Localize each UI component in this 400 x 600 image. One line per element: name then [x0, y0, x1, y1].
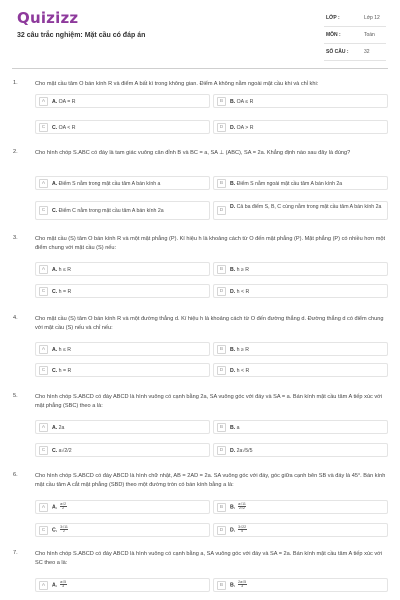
question-number: 5.	[13, 393, 18, 399]
option-letter: C	[39, 526, 48, 535]
question-number: 3.	[13, 235, 18, 241]
option-letter: B	[217, 503, 226, 512]
option-text: OA > R	[236, 124, 254, 131]
header-divider	[12, 68, 388, 69]
option-letter: B	[217, 581, 226, 590]
option-letter: C	[39, 206, 48, 215]
option-d[interactable]	[213, 284, 388, 298]
option-letter: D	[217, 206, 226, 215]
option-b[interactable]	[213, 500, 388, 514]
option-text: a√2/2	[58, 447, 72, 454]
option-d[interactable]	[213, 443, 388, 457]
option-key: A.	[52, 346, 58, 353]
option-d[interactable]	[213, 120, 388, 134]
meta-value: 32	[364, 49, 370, 55]
option-letter: C	[39, 123, 48, 132]
option-letter: D	[217, 366, 226, 375]
option-text: h < R	[236, 367, 250, 374]
option-a[interactable]	[35, 420, 210, 434]
option-key: D.	[230, 367, 236, 374]
meta-question-count	[324, 44, 386, 61]
option-text: h < R	[236, 288, 250, 295]
fraction-denominator: 2√2	[239, 506, 245, 511]
question-number: 4.	[13, 315, 18, 321]
question-text: Cho hình chóp S.ABC có đáy là tam giác vuông cân đỉnh B và BC = a, SA ⊥ (ABC), SA = 2a. Khẳng định nào sau đây là đúng?	[35, 150, 351, 156]
option-key: C.	[52, 288, 58, 295]
option-key: B.	[230, 504, 236, 511]
option-letter: A	[39, 97, 48, 106]
option-text: Điểm C nằm trong mặt cầu tâm A bán kính 2a	[58, 208, 164, 214]
option-letter: B	[217, 265, 226, 274]
option-key: C.	[52, 367, 58, 374]
option-c[interactable]	[35, 443, 210, 457]
option-key: A.	[52, 180, 58, 187]
option-key: C.	[52, 124, 58, 131]
quizizz-logo: Quizizz	[17, 9, 79, 27]
option-letter: A	[39, 345, 48, 354]
option-key: B.	[230, 266, 236, 273]
option-letter: A	[39, 503, 48, 512]
fraction-denominator: 5	[241, 529, 244, 534]
question-number: 6.	[13, 472, 18, 478]
question-number: 7.	[13, 550, 18, 556]
option-key: D.	[230, 447, 236, 454]
option-a[interactable]	[35, 342, 210, 356]
option-letter: D	[217, 287, 226, 296]
option-letter: A	[39, 179, 48, 188]
option-c[interactable]	[35, 201, 210, 220]
option-letter: A	[39, 265, 48, 274]
meta-label: LỚP :	[326, 15, 340, 21]
question-number: 2.	[13, 149, 18, 155]
fraction-numerator: 2a√5	[238, 579, 247, 584]
option-a[interactable]	[35, 94, 210, 108]
option-text: OA = R	[58, 98, 76, 105]
option-c[interactable]	[35, 284, 210, 298]
option-text: 2a	[58, 424, 65, 431]
option-text: Điểm S nằm ngoài mặt cầu tâm A bán kính 2a	[236, 180, 343, 187]
meta-value: Lớp 12	[364, 15, 380, 21]
option-text: h = R	[58, 367, 72, 374]
option-text: 2a√5/5	[236, 447, 253, 454]
option-key: C.	[52, 208, 58, 214]
option-key: A.	[52, 424, 58, 431]
option-b[interactable]	[213, 420, 388, 434]
option-key: D.	[230, 288, 236, 295]
question-text: Cho mặt cầu (S) tâm O bán kính R và một đường thẳng d. Kí hiệu h là khoảng cách từ O đến đường thẳng d. Đường thẳng d có điểm chung với mặt cầu (S) nếu và chỉ nếu:	[35, 316, 384, 331]
option-fraction	[60, 503, 67, 512]
option-fraction	[238, 503, 247, 512]
option-text: Điểm S nằm trong mặt cầu tâm A bán kính a	[58, 180, 161, 187]
option-key: C.	[52, 447, 58, 454]
option-text: a	[236, 424, 240, 431]
option-c[interactable]	[35, 363, 210, 377]
question-text: Cho hình chóp S.ABCD có đáy ABCD là hình vuông có cạnh bằng 2a, SA vuông góc với đáy và SA = a. Bán kính mặt cầu tâm A tiếp xúc với mặt phẳng (SBC) theo a là:	[35, 394, 383, 409]
option-text: h ≥ R	[236, 346, 250, 353]
option-text: h ≥ R	[236, 266, 250, 273]
meta-value: Toán	[364, 32, 375, 38]
option-b[interactable]	[213, 578, 388, 592]
option-key: B.	[230, 346, 236, 353]
option-key: B.	[230, 98, 236, 105]
option-key: A.	[52, 98, 58, 105]
meta-class	[324, 10, 386, 27]
option-text: h ≤ R	[58, 346, 72, 353]
fraction-numerator: 3√11	[60, 524, 68, 529]
question-text: Cho mặt cầu (S) tâm O bán kính R và một mặt phẳng (P). Kí hiệu h là khoảng cách từ O đến mặt phẳng (P). Mặt phẳng (P) có nhiều hơn một điểm chung với mặt cầu (S) nếu:	[35, 236, 386, 251]
option-b[interactable]	[213, 176, 388, 190]
option-text: Cả ba điểm S, B, C cùng nằm trong mặt cầu tâm A bán kính 2a	[236, 204, 382, 210]
fraction-numerator: a√5	[60, 579, 67, 584]
option-letter: A	[39, 581, 48, 590]
option-b[interactable]	[213, 342, 388, 356]
option-text: h ≤ R	[58, 266, 72, 273]
option-a[interactable]	[35, 176, 210, 190]
option-text: OA < R	[58, 124, 76, 131]
question-number: 1.	[13, 80, 18, 86]
fraction-numerator: 3√22	[238, 524, 247, 529]
option-fraction	[238, 581, 247, 590]
option-letter: D	[217, 123, 226, 132]
meta-label: MÔN :	[326, 32, 341, 38]
option-letter: D	[217, 526, 226, 535]
option-key: B.	[230, 582, 236, 589]
option-key: D.	[230, 527, 236, 534]
option-d[interactable]	[213, 201, 388, 220]
option-letter: B	[217, 97, 226, 106]
worksheet-header	[0, 0, 400, 66]
fraction-numerator: a√2	[60, 501, 67, 506]
worksheet-meta	[324, 10, 386, 61]
question-text: Cho hình chóp S.ABCD có đáy ABCD là hình chữ nhật, AB = 2AD = 2a. SA vuông góc với đáy, góc giữa cạnh bên SB và đáy là 45°. Bán kính mặt cầu tâm A cắt mặt phẳng (SBD) theo một đường tròn có bán kính bằng a là:	[35, 473, 386, 488]
option-b[interactable]	[213, 94, 388, 108]
option-key: B.	[230, 424, 236, 431]
option-letter: C	[39, 366, 48, 375]
option-key: D.	[230, 124, 236, 131]
option-c[interactable]	[35, 120, 210, 134]
option-key: B.	[230, 180, 236, 187]
meta-label: SỐ CÂU :	[326, 49, 349, 55]
option-fraction	[60, 581, 67, 590]
option-fraction	[60, 526, 69, 535]
option-key: A.	[52, 582, 58, 589]
option-a[interactable]	[35, 578, 210, 592]
meta-subject	[324, 27, 386, 44]
option-letter: C	[39, 287, 48, 296]
option-text: OA ≤ R	[236, 98, 254, 105]
worksheet-title: 32 câu trắc nghiệm: Mặt cầu có đáp án	[17, 32, 146, 39]
option-letter: D	[217, 446, 226, 455]
option-d[interactable]	[213, 363, 388, 377]
fraction-numerator: a√11	[238, 501, 246, 506]
option-a[interactable]	[35, 500, 210, 514]
option-key: C.	[52, 527, 58, 534]
option-letter: A	[39, 423, 48, 432]
question-text: Cho hình chóp S.ABCD có đáy ABCD là hình vuông có cạnh bằng a, SA vuông góc với đáy và SA = 2a. Bán kính mặt cầu tâm A tiếp xúc với SC theo a là:	[35, 551, 383, 566]
option-letter: C	[39, 446, 48, 455]
option-key: A.	[52, 504, 58, 511]
option-letter: B	[217, 345, 226, 354]
option-d[interactable]	[213, 523, 388, 537]
question-text: Cho mặt cầu tâm O bán kính R và điểm A bất kì trong không gian. Điểm A không nằm ngoài mặt cầu khi và chỉ khi:	[35, 81, 319, 87]
option-c[interactable]	[35, 523, 210, 537]
fraction-denominator: 2	[62, 506, 65, 511]
option-b[interactable]	[213, 262, 388, 276]
option-letter: B	[217, 423, 226, 432]
option-key: A.	[52, 266, 58, 273]
option-letter: B	[217, 179, 226, 188]
option-a[interactable]	[35, 262, 210, 276]
fraction-denominator: 2	[62, 529, 65, 534]
option-text: h = R	[58, 288, 72, 295]
option-fraction	[238, 526, 247, 535]
fraction-denominator: 3	[62, 584, 65, 589]
option-key: D.	[230, 204, 236, 210]
fraction-denominator: 3	[241, 584, 244, 589]
